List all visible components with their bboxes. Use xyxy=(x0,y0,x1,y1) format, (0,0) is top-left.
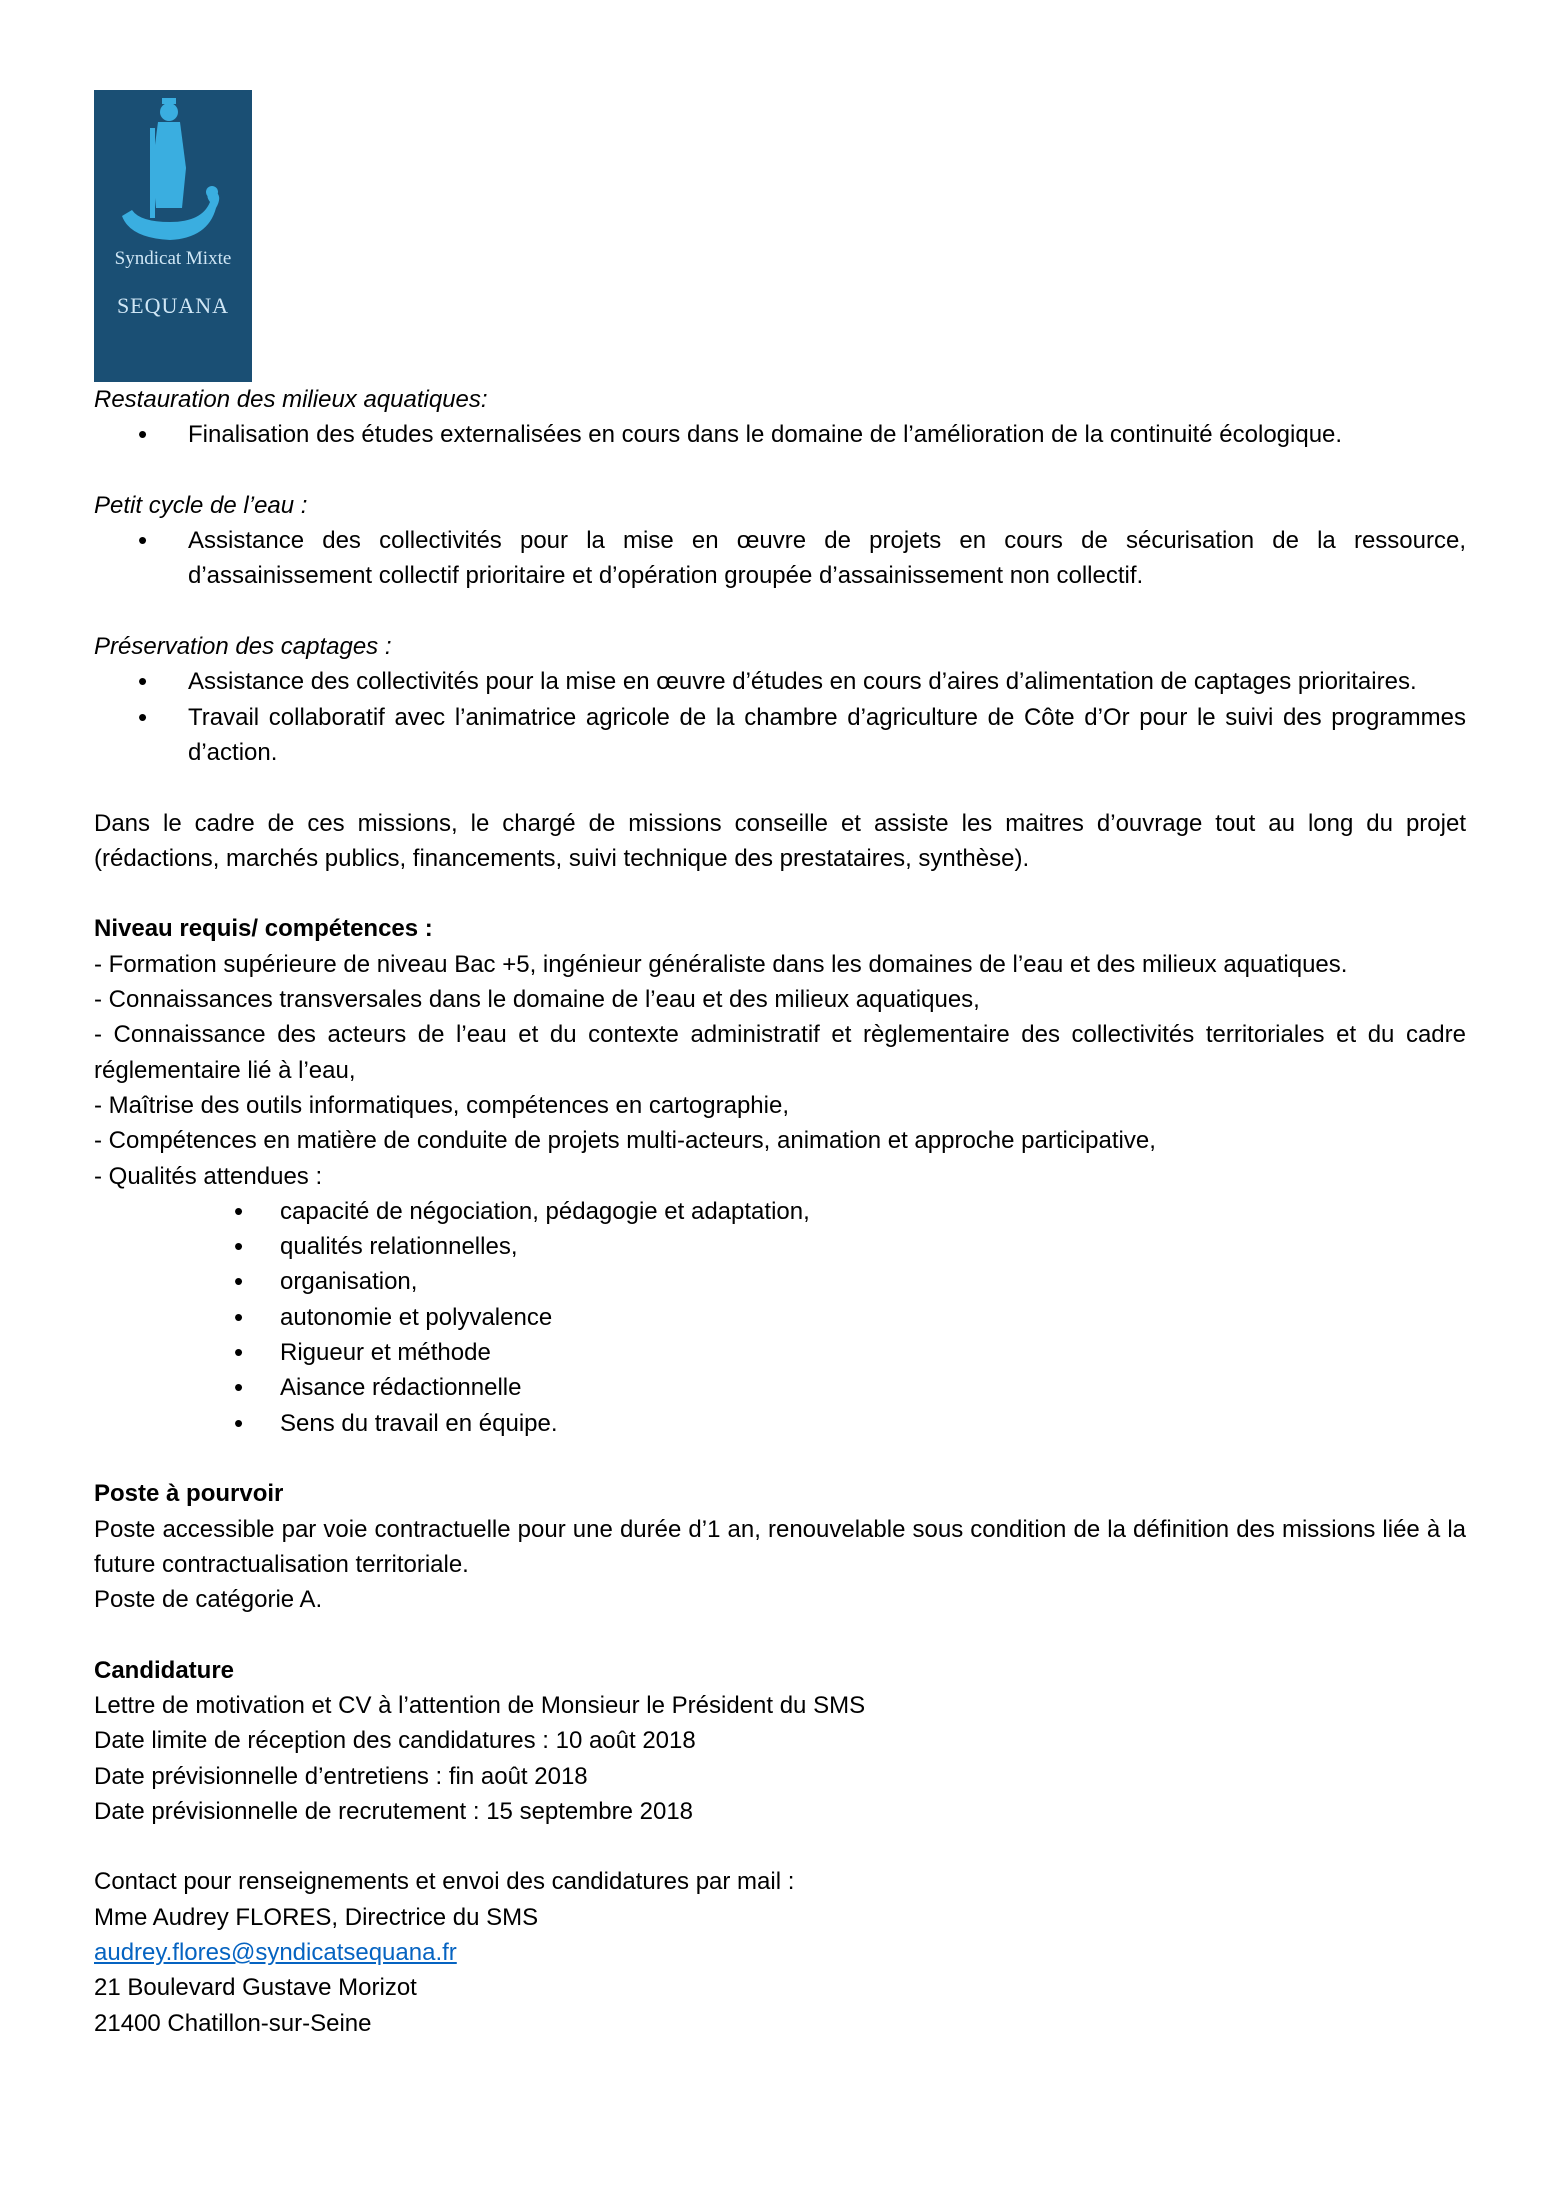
niveau-line: - Formation supérieure de niveau Bac +5, ingénieur généraliste dans les domaines de l’eau et des milieux aquatiques. xyxy=(94,950,1348,978)
poste-text: Poste accessible par voie contractuelle pour une durée d’1 an, renouvelable sous condition de la définition des missions liée à la future contractualisation territoriale. xyxy=(94,1515,1466,1578)
list-item: • capacité de négociation, pédagogie et adaptation, xyxy=(94,1194,1466,1229)
petit-cycle-list xyxy=(94,523,1466,594)
list-item: • Sens du travail en équipe. xyxy=(94,1406,1466,1441)
boatman-icon xyxy=(120,98,226,248)
captages-list xyxy=(94,664,1466,770)
poste-title: Poste à pourvoir xyxy=(94,1480,284,1508)
qualites-list xyxy=(94,1194,1466,1441)
restauration-list xyxy=(94,417,1466,452)
contact-address-2: 21400 Chatillon-sur-Seine xyxy=(94,2009,372,2037)
niveau-line: - Connaissance des acteurs de l’eau et du contexte administratif et règlementaire des collectivités territoriales et du cadre réglementaire lié à l’eau, xyxy=(94,1021,1466,1084)
list-item: • organisation, xyxy=(94,1264,1466,1299)
contact-name: Mme Audrey FLORES, Directrice du SMS xyxy=(94,1903,539,1931)
list-item: • qualités relationnelles, xyxy=(94,1229,1466,1264)
niveau-line: - Connaissances transversales dans le domaine de l’eau et des milieux aquatiques, xyxy=(94,986,980,1014)
list-item: • Finalisation des études externalisées en cours dans le domaine de l’amélioration de la continuité écologique. xyxy=(94,417,1466,452)
candidature-line: Lettre de motivation et CV à l’attention de Monsieur le Président du SMS xyxy=(94,1691,866,1719)
section-title-petit-cycle: Petit cycle de l’eau : xyxy=(94,491,308,519)
list-item: • autonomie et polyvalence xyxy=(94,1300,1466,1335)
sequana-logo xyxy=(94,90,252,382)
list-item: • Rigueur et méthode xyxy=(94,1335,1466,1370)
niveau-line: - Qualités attendues : xyxy=(94,1162,323,1190)
document-page xyxy=(94,90,1466,2041)
contact-intro: Contact pour renseignements et envoi des candidatures par mail : xyxy=(94,1868,795,1896)
list-item: • Travail collaboratif avec l’animatrice agricole de la chambre d’agriculture de Côte d’Or pour le suivi des programmes d’action. xyxy=(94,700,1466,771)
candidature-line: Date limite de réception des candidatures : 10 août 2018 xyxy=(94,1727,696,1755)
contact-address-1: 21 Boulevard Gustave Morizot xyxy=(94,1974,417,2002)
missions-paragraph: Dans le cadre de ces missions, le chargé de missions conseille et assiste les maitres d’ouvrage tout au long du projet (rédactions, marchés publics, financements, suivi technique des prestataires, synthèse). xyxy=(94,809,1466,872)
list-item: • Assistance des collectivités pour la mise en œuvre de projets en cours de sécurisation de la ressource, d’assainissement collectif prioritaire et d’opération groupée d’assainissement non collectif. xyxy=(94,523,1466,594)
contact-email-link[interactable]: audrey.flores@syndicatsequana.fr xyxy=(94,1939,457,1967)
candidature-title: Candidature xyxy=(94,1656,235,1684)
list-item: • Aisance rédactionnelle xyxy=(94,1370,1466,1405)
candidature-line: Date prévisionnelle d’entretiens : fin août 2018 xyxy=(94,1762,588,1790)
list-item: • Assistance des collectivités pour la mise en œuvre d’études en cours d’aires d’alimentation de captages prioritaires. xyxy=(94,664,1466,699)
niveau-line: - Maîtrise des outils informatiques, compétences en cartographie, xyxy=(94,1091,790,1119)
candidature-line: Date prévisionnelle de recrutement : 15 septembre 2018 xyxy=(94,1797,694,1825)
poste-categorie: Poste de catégorie A. xyxy=(94,1586,323,1614)
niveau-line: - Compétences en matière de conduite de projets multi-acteurs, animation et approche participative, xyxy=(94,1127,1156,1155)
niveau-title: Niveau requis/ compétences : xyxy=(94,915,433,943)
logo-line-2: SEQUANA xyxy=(116,293,230,318)
section-title-restauration: Restauration des milieux aquatiques: xyxy=(94,386,488,413)
section-title-captages: Préservation des captages : xyxy=(94,633,392,661)
logo-line-1: Syndicat Mixte xyxy=(114,248,232,269)
